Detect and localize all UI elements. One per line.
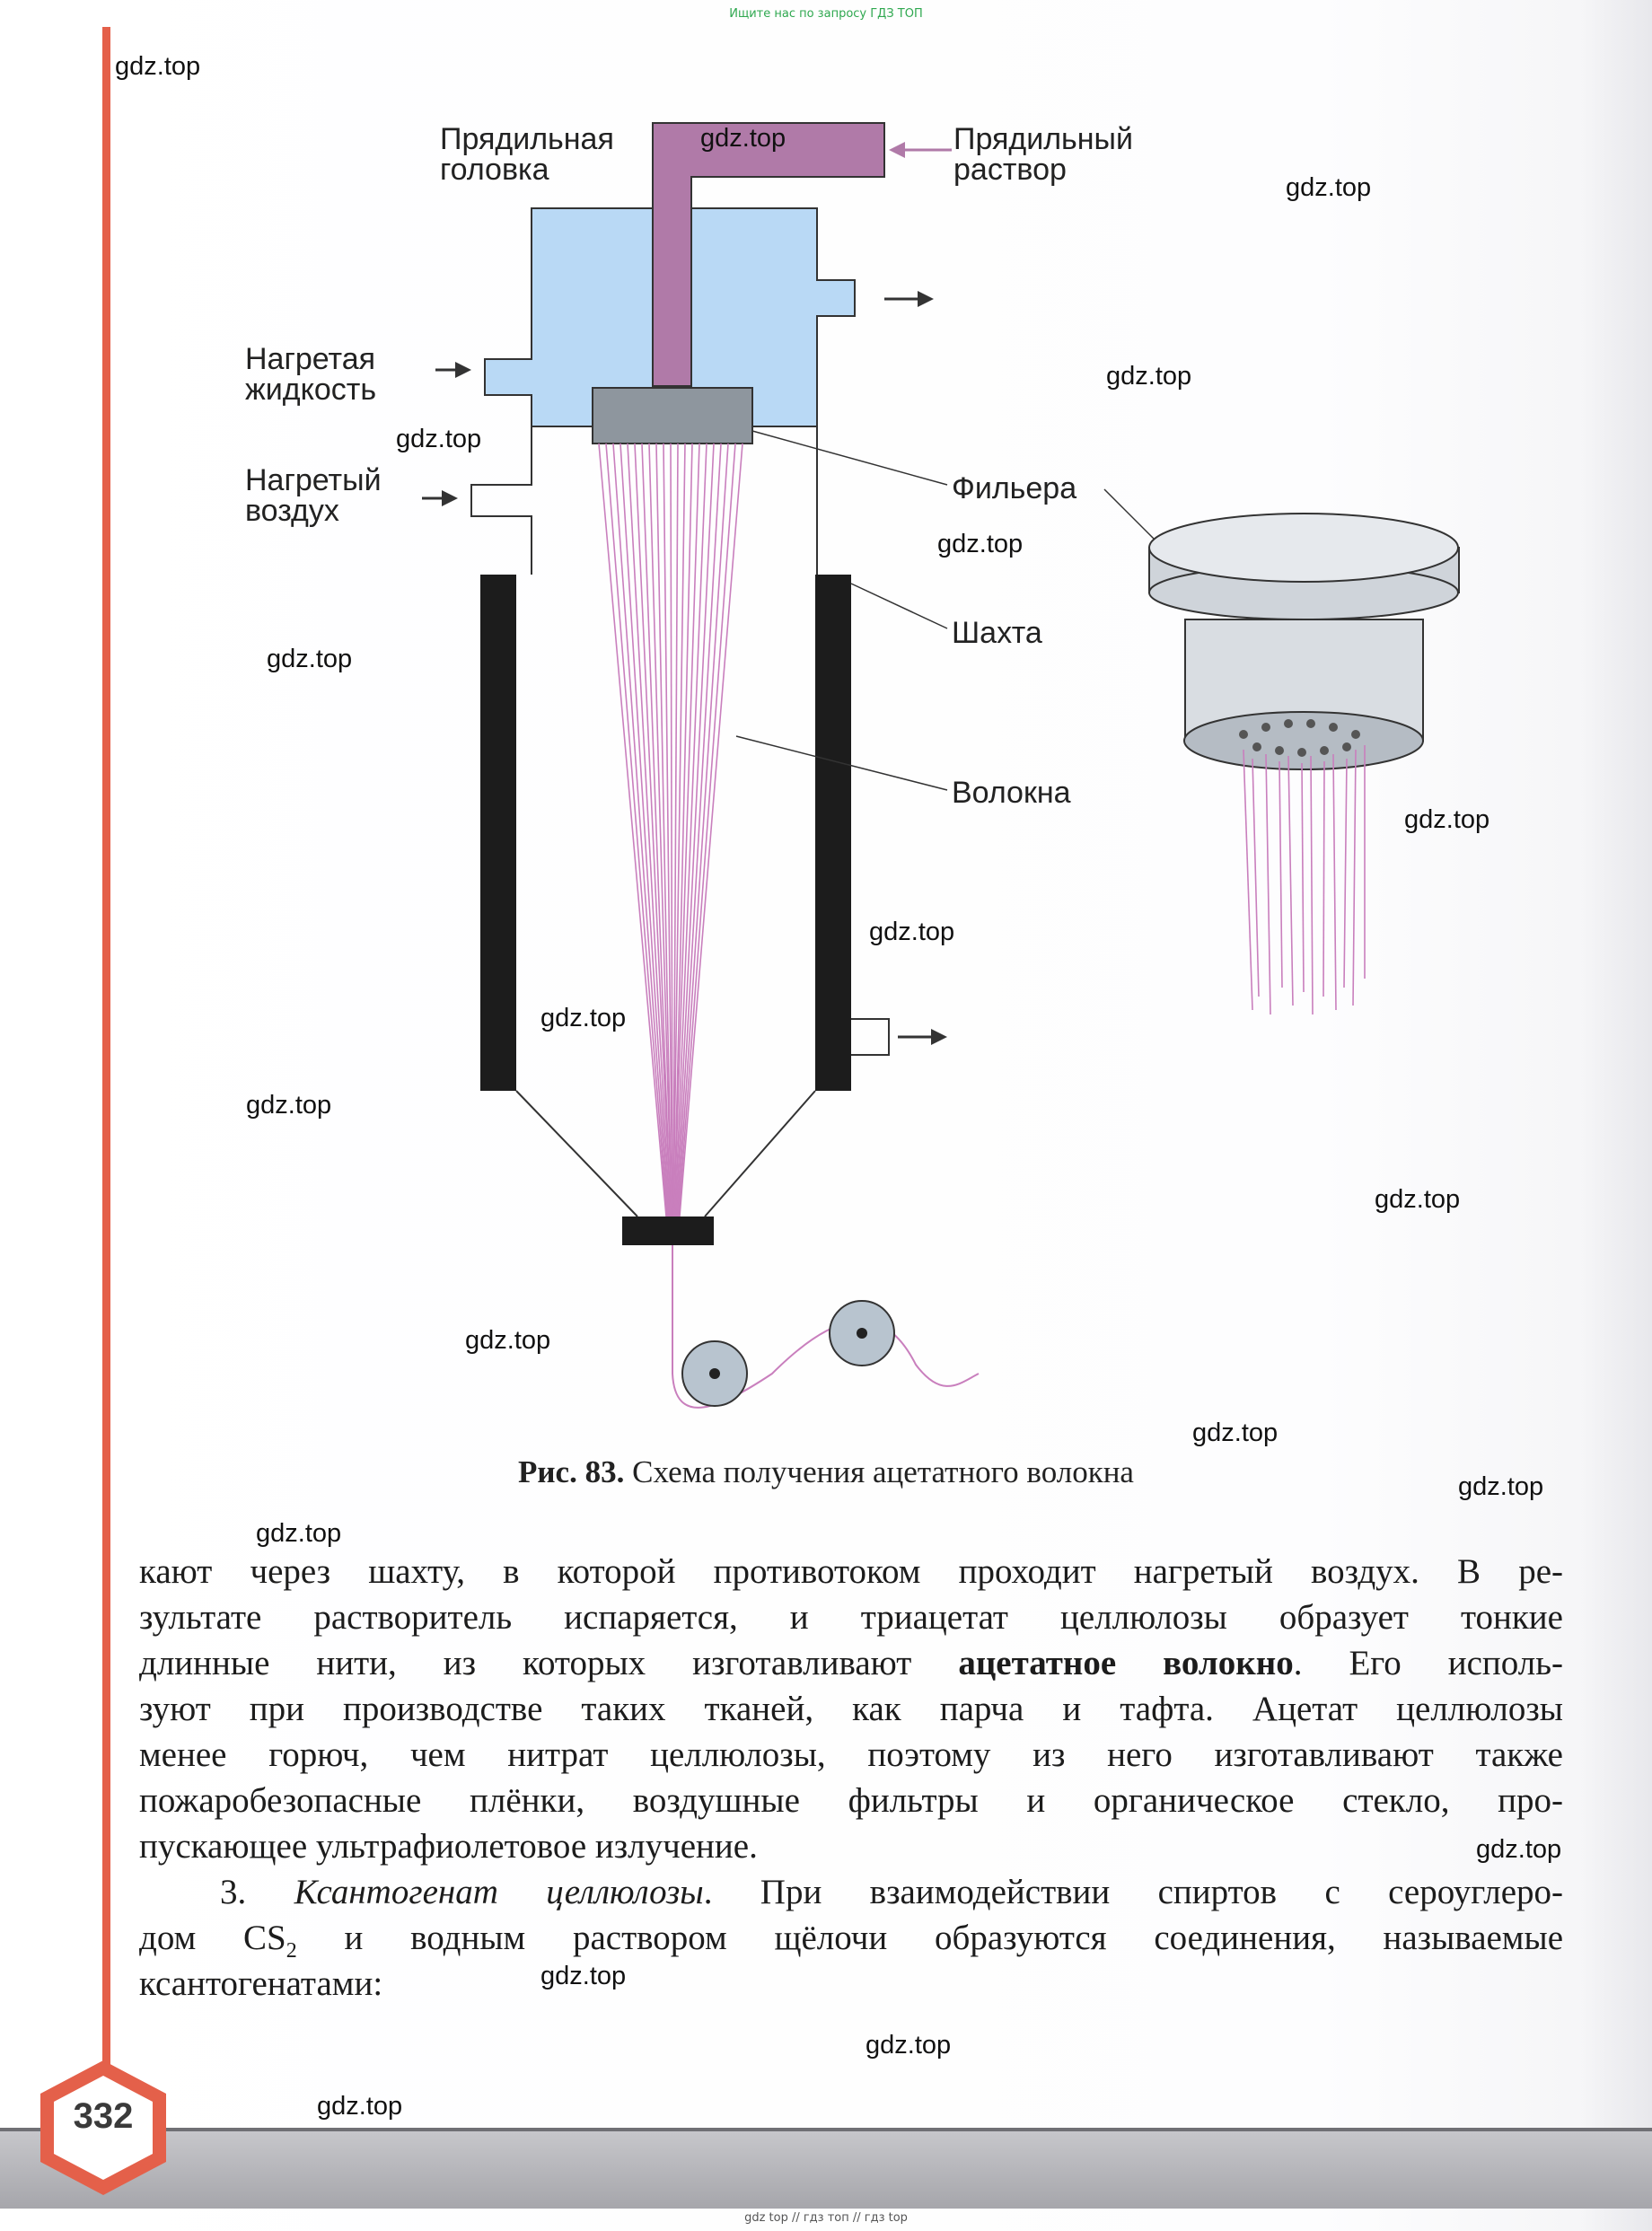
watermark: gdz.top [1404, 805, 1490, 834]
label-fibers: Волокна [952, 776, 1071, 810]
page-number: 332 [73, 2096, 134, 2136]
body-line-6: пожаробезопасные плёнки, воздушные фильтры и органическое стекло, про- [139, 1781, 1563, 1820]
para2-line-3: ксантогенатами: [139, 1964, 383, 2003]
watermark: gdz.top [1458, 1472, 1544, 1501]
body-line-5: менее горюч, чем нитрат целлюлозы, поэтому из него изготавливают также [139, 1735, 1563, 1774]
body-line-7: пускающее ультрафиолетовое излучение. [139, 1827, 758, 1866]
body-line-4: зуют при производстве таких тканей, как парча и тафта. Ацетат целлюлозы [139, 1690, 1563, 1728]
collector [622, 1217, 714, 1245]
fibers [599, 444, 743, 1217]
caption-text: Схема получения ацетатного волокна [632, 1454, 1134, 1489]
label-spinning-solution: Прядильный раствор [953, 122, 1133, 187]
watermark: gdz.top [540, 1004, 627, 1032]
shaft-wall-right [815, 575, 851, 1091]
label-shaft: Шахта [952, 616, 1042, 650]
top-banner: Ищите нас по запросу ГДЗ ТОП [729, 7, 923, 21]
watermark: gdz.top [1106, 362, 1192, 391]
watermark: gdz.top [465, 1326, 551, 1355]
body-line-2: зультате растворитель испаряется, и триацетат целлюлозы образует тонкие [139, 1598, 1563, 1637]
figure-caption [0, 1454, 1652, 1490]
caption-label: Рис. 83. [518, 1454, 625, 1489]
body-line-1: кают через шахту, в которой противотоком проходит нагретый воздух. В ре- [139, 1552, 1563, 1591]
body-line-3 [139, 1640, 1563, 1686]
watermark: gdz.top [937, 530, 1024, 558]
para2-line2-b: и водным раствором щёлочи образуются соединения, называемые [296, 1919, 1564, 1957]
shaft-wall-left [480, 575, 516, 1091]
label-heated-air: Нагретый воздух [245, 463, 382, 528]
label-heated-liquid: Нагретая жидкость [245, 342, 377, 407]
watermark: gdz.top [246, 1091, 332, 1120]
para2-line1-rest: . При взаимодействии спиртов с сероуглеро- [703, 1873, 1563, 1911]
body-line-3-a: длинные нити, из которых изготавливают [139, 1644, 912, 1682]
para2-line-1 [139, 1869, 1563, 1915]
watermark: gdz.top [267, 645, 353, 673]
shaft-outlet [851, 1019, 889, 1055]
watermark: gdz.top [1192, 1419, 1279, 1447]
watermark: gdz.top [540, 1962, 627, 1990]
watermark: gdz.top [1375, 1185, 1461, 1214]
watermark: gdz.top [256, 1519, 342, 1548]
footer-band [0, 2128, 1652, 2209]
watermark: gdz.top [700, 124, 786, 153]
spinneret-closeup [1149, 514, 1459, 1014]
watermark: gdz.top [396, 425, 482, 453]
label-spinning-head: Прядильная головка [440, 122, 614, 187]
roller-2 [830, 1301, 894, 1366]
leader-lines [736, 431, 1154, 790]
watermark: gdz.top [1286, 173, 1372, 202]
watermark: gdz.top [866, 2031, 952, 2060]
watermark: gdz.top [869, 918, 955, 946]
bottom-watermark: gdz top // гдз топ // гдз top [744, 2211, 908, 2225]
watermark: gdz.top [1476, 1835, 1562, 1864]
roller-1 [682, 1341, 747, 1406]
watermark: gdz.top [115, 52, 201, 81]
para2-cs: дом CS [139, 1919, 286, 1957]
spinneret [593, 388, 752, 444]
watermark: gdz.top [317, 2092, 403, 2121]
label-spinneret: Фильера [952, 471, 1077, 505]
para2-sub: 2 [286, 1938, 297, 1963]
para2-num: 3. [220, 1873, 247, 1911]
term-xanthate: Ксантогенат целлюлозы [294, 1873, 704, 1911]
term-acetate-fiber: ацетатное волокно [958, 1644, 1294, 1682]
body-line-3-b: . Его исполь- [1293, 1644, 1564, 1682]
